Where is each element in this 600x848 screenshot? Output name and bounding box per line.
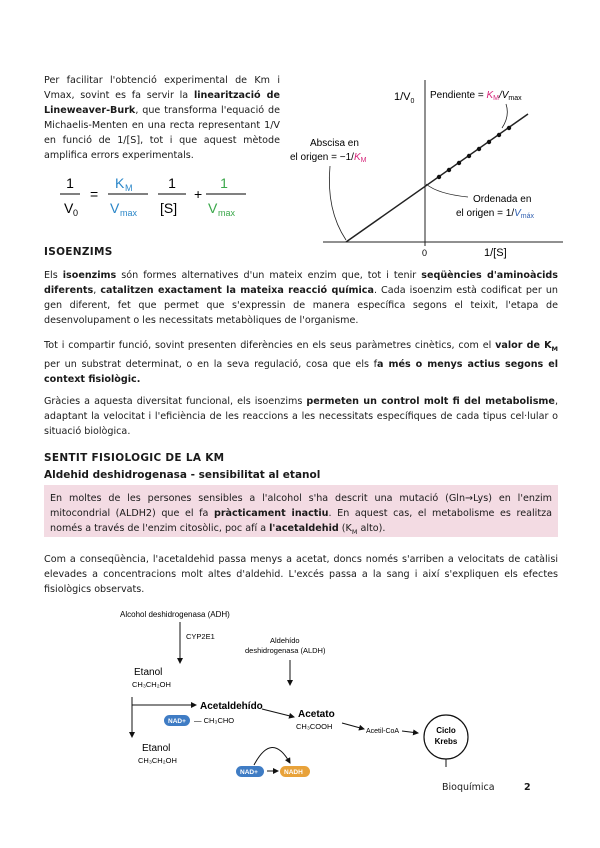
eq-numerator-1b: 1 <box>168 175 176 191</box>
data-point <box>467 154 471 158</box>
consequence-paragraph: Com a conseqüència, l'acetaldehid passa menys a acetat, doncs només s'arriben a velocitats de catàlisi elevades a concentracions molt altes d'aldehid. L'excés passa a la sang i així s'expliquen els efectes fisiològics observats. <box>44 554 558 595</box>
pathway-svg <box>112 605 492 785</box>
acetilcoa-label: Acetil-CoA <box>366 728 400 735</box>
acetato-label: Acetato <box>298 709 335 720</box>
krebs-line2: Krebs <box>434 737 458 746</box>
eq-plus: + <box>194 186 203 202</box>
eq-km: K <box>115 175 125 191</box>
nadh-bottom-text: NADH <box>284 769 303 776</box>
data-point <box>437 175 441 179</box>
lineweaver-burk-equation <box>48 172 278 224</box>
y-axis-label: $1/V_0$ <box>394 91 415 105</box>
eq-numerator-1c: 1 <box>220 175 228 191</box>
to-krebs-arrow <box>402 731 418 733</box>
intro-paragraph: Per facilitar l'obtenció experimental de Km i Vmax, sovint es fa servir la linearització de Lineweaver-Burk, que transforma l'equació de Michaelis-Menten en una recta representant 1/V en funció de 1/[S], tot i que aquest mètode amplifica errors experimentals. <box>44 75 280 161</box>
krebs-line1: Ciclo <box>436 726 456 735</box>
origin-label: 0 <box>422 248 428 258</box>
cyp-label: CYP2E1 <box>186 632 215 641</box>
equation-svg <box>48 172 278 224</box>
abscissa-pointer <box>329 166 346 240</box>
to-acetilcoa-arrow <box>342 723 364 729</box>
graph-svg <box>288 70 568 260</box>
etanol-top-formula: CH₃CH₂OH <box>132 680 171 689</box>
nad-curve-arrow <box>254 747 290 765</box>
sentit-heading: SENTIT FISIOLOGIC DE LA KM <box>44 452 225 464</box>
eq-substrate: [S] <box>160 200 178 216</box>
aldh-label-line2: deshidrogenasa (ALDH) <box>245 646 326 655</box>
adh-label: Alcohol deshidrogenasa (ADH) <box>120 610 230 619</box>
eq-v0-sub: 0 <box>73 208 79 218</box>
footer-page-number: 2 <box>524 782 531 793</box>
regression-line <box>346 114 528 242</box>
to-acetato-arrow <box>262 709 294 717</box>
etanol-bottom-formula: CH₃CH₂OH <box>138 756 177 765</box>
eq-vmax-1: V <box>110 200 120 216</box>
data-point <box>457 161 461 165</box>
x-axis-label: 1/[S] <box>484 247 507 259</box>
eq-equals: = <box>90 186 99 202</box>
etanol-top: Etanol <box>134 667 163 678</box>
ch3cho-label: — CH₃CHO <box>194 716 235 725</box>
nad-left-text: NAD+ <box>168 718 186 725</box>
ethanol-pathway-diagram <box>112 605 492 785</box>
aldh-label-line1: Aldehído <box>270 636 300 645</box>
nad-bottom-text: NAD+ <box>240 769 258 776</box>
ordinate-label-line2: el origen = $1/V_{máx}$ <box>456 208 535 220</box>
lineweaver-burk-graph <box>288 70 568 260</box>
acetato-formula: CH₃COOH <box>296 722 333 731</box>
isoenzims-paragraph-1: Els isoenzims són formes alternatives d'un mateix enzim que, tot i tenir seqüències d'aminoàcids diferents, catalitzen exactament la mateixa reacció química. Cada isoenzim està codificat per un gen diferent, fet que permet que s'expressin de manera específica segons el teixit, l'etapa de desenvolupament o les necessitats metabòliques de l'organisme. <box>44 270 559 326</box>
etanol-bottom: Etanol <box>142 743 171 754</box>
slope-pointer <box>502 104 507 128</box>
ordinate-pointer <box>426 184 468 197</box>
sentit-subtitle: Aldehid deshidrogenasa - sensibilitat al etanol <box>44 469 321 481</box>
data-point <box>507 126 511 130</box>
eq-vmax-1-sub: max <box>120 208 138 218</box>
eq-km-sub: M <box>125 183 133 193</box>
acetaldehido-label: Acetaldehído <box>200 701 263 712</box>
isoenzims-paragraph-2: Tot i compartir funció, sovint presenten diferències en els seus paràmetres cinètics, com el valor de $K_M$ per un substrat determinat, o en la seva regulació, cosa que els fa més o menys actius segons el context fisiològic. <box>44 340 559 385</box>
data-point <box>477 147 481 151</box>
eq-numerator-1a: 1 <box>66 175 74 191</box>
eq-vmax-2-sub: max <box>218 208 236 218</box>
eq-v0: V <box>64 200 74 216</box>
isoenzims-heading: ISOENZIMS <box>44 246 113 258</box>
ordinate-label-line1: Ordenada en <box>473 194 532 205</box>
mutation-highlight-box <box>44 485 558 537</box>
abscissa-label-line2: el origen = $-1/K_M$ <box>290 152 367 164</box>
slope-label: Pendiente = $K_M/V_{max}$ <box>430 90 522 102</box>
mutation-text: En moltes de les persones sensibles a l'alcohol s'ha descrit una mutació (Gln→Lys) en l'enzim mitocondrial (ALDH2) que el fa pràcticament inactiu. En aquest cas, el metabolisme es realitza només a través de l'enzim citosòlic, poc afí a l'acetaldehid ($K_M$ alto). <box>50 493 553 536</box>
data-point <box>497 133 501 137</box>
isoenzims-paragraph-3: Gràcies a aquesta diversitat funcional, els isoenzims permeten un control molt fi del metabolisme, adaptant la velocitat i l'eficiència de les reaccions a les necessitats específiques de cada tipus cel·lular o situació biològica. <box>44 396 558 437</box>
abscissa-label-line1: Abscisa en <box>310 138 359 149</box>
footer-subject: Bioquímica <box>442 782 495 793</box>
eq-vmax-2: V <box>208 200 218 216</box>
data-point <box>447 168 451 172</box>
data-point <box>487 140 491 144</box>
